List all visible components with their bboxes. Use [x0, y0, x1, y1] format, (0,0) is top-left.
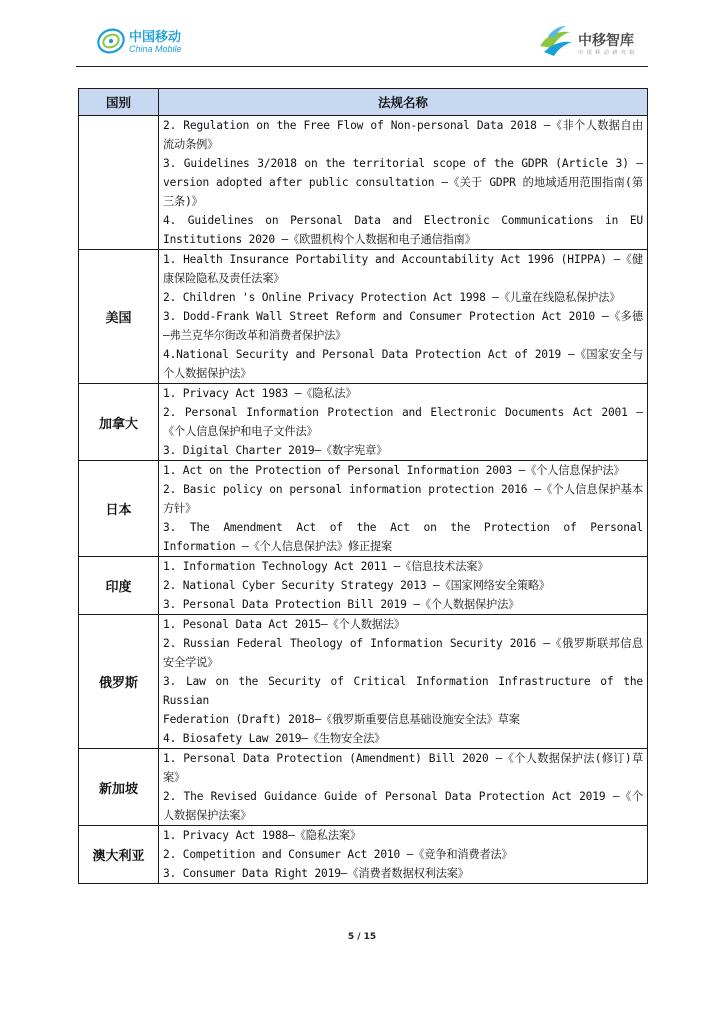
page-number: 5 / 15 [347, 932, 377, 942]
regulation-item: 3. Law on the Security of Critical Information Infrastructure of the Russian [163, 675, 643, 707]
regulation-item: 3. Dodd-Frank Wall Street Reform and Consumer Protection Act 2010 —《多德—弗兰克华尔街改革和消费者保护法》 [163, 310, 643, 342]
china-mobile-logo [96, 24, 196, 58]
zhongyi-zhiku-logo-icon [536, 22, 574, 60]
table-row [79, 116, 648, 250]
country-cell: 印度 [79, 557, 159, 615]
regulations-cell [159, 116, 648, 250]
china-mobile-logo-en: China Mobile [129, 44, 182, 54]
table-row [79, 615, 648, 749]
regulation-item: 2. Competition and Consumer Act 2010 —《竞争和消费者法》 [163, 848, 513, 861]
header-divider [76, 66, 648, 67]
zhongyi-zhiku-logo [536, 22, 646, 60]
regulations-table [78, 88, 648, 884]
regulation-item: 4. Guidelines on Personal Data and Electronic Communications in EU Institutions 2020 —《欧盟机构个人数据和电子通信指南》 [163, 214, 643, 246]
country-cell: 美国 [79, 250, 159, 384]
regulations-cell [159, 557, 648, 615]
regulation-item: 3. Consumer Data Right 2019—《消费者数据权利法案》 [163, 867, 469, 880]
table-body [79, 116, 648, 884]
column-header-regulation: 法规名称 [159, 89, 648, 116]
country-cell: 俄罗斯 [79, 615, 159, 749]
table-row [79, 749, 648, 826]
regulation-item: 1. Act on the Protection of Personal Information 2003 —《个人信息保护法》 [163, 464, 625, 477]
zhongyi-zhiku-logo-sub: 中 国 移 动 研 究 院 [578, 50, 636, 56]
country-cell: 日本 [79, 461, 159, 557]
country-cell: 加拿大 [79, 384, 159, 461]
regulation-item: Federation (Draft) 2018—《俄罗斯重要信息基础设施安全法》草案 [163, 713, 520, 726]
regulation-item: 4.National Security and Personal Data Protection Act of 2019 —《国家安全与个人数据保护法》 [163, 348, 643, 380]
regulation-item: 2. Children 's Online Privacy Protection Act 1998 —《儿童在线隐私保护法》 [163, 291, 621, 304]
china-mobile-logo-icon [96, 26, 126, 56]
regulation-item: 3. Guidelines 3/2018 on the territorial scope of the GDPR (Article 3) – version adopted after public consultation —《关于 GDPR 的地域适用范围指南(第三条)》 [163, 157, 643, 208]
table-row [79, 557, 648, 615]
country-cell: 新加坡 [79, 749, 159, 826]
regulation-item: 3. The Amendment Act of the Act on the Protection of Personal Information —《个人信息保护法》修正提案 [163, 521, 643, 553]
page-header [0, 0, 724, 70]
table-row [79, 826, 648, 884]
regulation-item: 2. Russian Federal Theology of Information Security 2016 —《俄罗斯联邦信息安全学说》 [163, 637, 643, 669]
table-header-row [79, 89, 648, 116]
regulation-item: 4. Biosafety Law 2019—《生物安全法》 [163, 732, 386, 745]
table-row [79, 250, 648, 384]
regulation-item: 1. Pesonal Data Act 2015—《个人数据法》 [163, 618, 405, 631]
regulations-cell [159, 749, 648, 826]
regulation-item: 1. Privacy Act 1983 —《隐私法》 [163, 387, 357, 400]
regulation-item: 2. Regulation on the Free Flow of Non-personal Data 2018 —《非个人数据自由流动条例》 [163, 119, 643, 151]
regulations-cell [159, 826, 648, 884]
regulation-item: 2. Personal Information Protection and Electronic Documents Act 2001 —《个人信息保护和电子文件法》 [163, 406, 643, 438]
regulation-item: 3. Personal Data Protection Bill 2019 —《个人数据保护法》 [163, 598, 520, 611]
regulations-cell [159, 384, 648, 461]
regulations-cell [159, 250, 648, 384]
regulation-item: 2. Basic policy on personal information protection 2016 —《个人信息保护基本方针》 [163, 483, 643, 515]
regulation-item: 2. National Cyber Security Strategy 2013 —《国家网络安全策略》 [163, 579, 550, 592]
regulations-cell [159, 461, 648, 557]
regulations-cell [159, 615, 648, 749]
regulation-item: 2. The Revised Guidance Guide of Personal Data Protection Act 2019 —《个人数据保护法案》 [163, 790, 643, 822]
country-cell: 澳大利亚 [79, 826, 159, 884]
regulation-item: 3. Digital Charter 2019—《数字宪章》 [163, 444, 388, 457]
regulation-item: 1. Health Insurance Portability and Accountability Act 1996 (HIPPA) —《健康保险隐私及责任法案》 [163, 253, 643, 285]
table-row [79, 461, 648, 557]
column-header-country: 国别 [79, 89, 159, 116]
regulation-item: 1. Privacy Act 1988—《隐私法案》 [163, 829, 361, 842]
regulation-item: 1. Personal Data Protection (Amendment) Bill 2020 —《个人数据保护法(修订)草案》 [163, 752, 643, 784]
country-cell [79, 116, 159, 250]
regulation-item: 1. Information Technology Act 2011 —《信息技术法案》 [163, 560, 489, 573]
zhongyi-zhiku-logo-cn: 中移智库 [578, 33, 634, 49]
china-mobile-logo-cn: 中国移动 [129, 30, 182, 45]
table-row [79, 384, 648, 461]
